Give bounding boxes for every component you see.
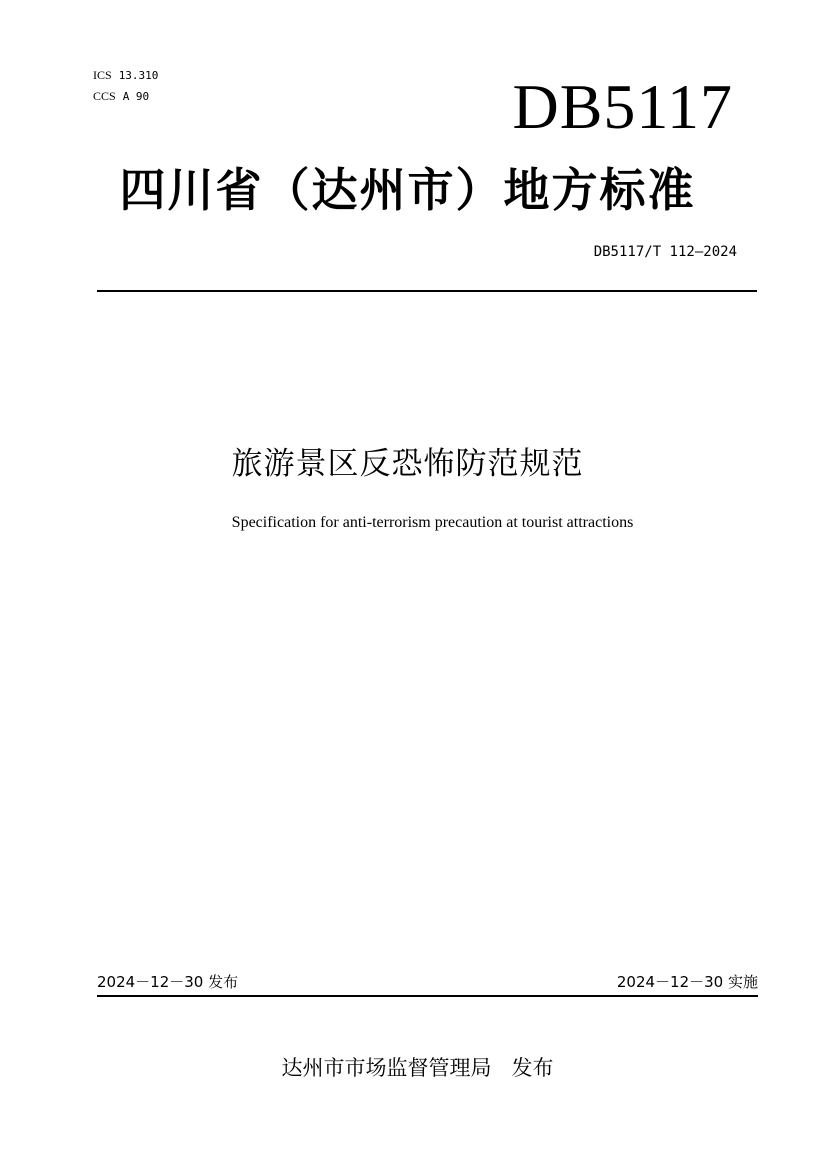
footer-divider bbox=[97, 995, 758, 997]
document-title-en: Specification for anti-terrorism precaution at tourist attractions bbox=[231, 514, 634, 531]
ccs-label: CCS bbox=[93, 89, 116, 103]
issuing-authority: 达州市市场监督管理局 发布 bbox=[281, 1056, 554, 1080]
ccs-value: A 90 bbox=[122, 90, 150, 103]
standard-code: DB5117 bbox=[512, 71, 733, 142]
ics-label: ICS bbox=[93, 68, 112, 82]
document-title-zh: 旅游景区反恐怖防范规范 bbox=[231, 446, 584, 482]
effective-date: 2024－12－30 实施 bbox=[616, 973, 758, 991]
ics-value: 13.310 bbox=[118, 69, 159, 82]
ccs-code bbox=[93, 89, 149, 104]
publish-date: 2024－12－30 发布 bbox=[97, 973, 239, 991]
header-divider bbox=[97, 290, 757, 292]
standard-title: 四川省（达州市）地方标准 bbox=[119, 163, 696, 217]
standard-number: DB5117/T 112—2024 bbox=[593, 244, 737, 260]
ics-code bbox=[93, 68, 158, 83]
